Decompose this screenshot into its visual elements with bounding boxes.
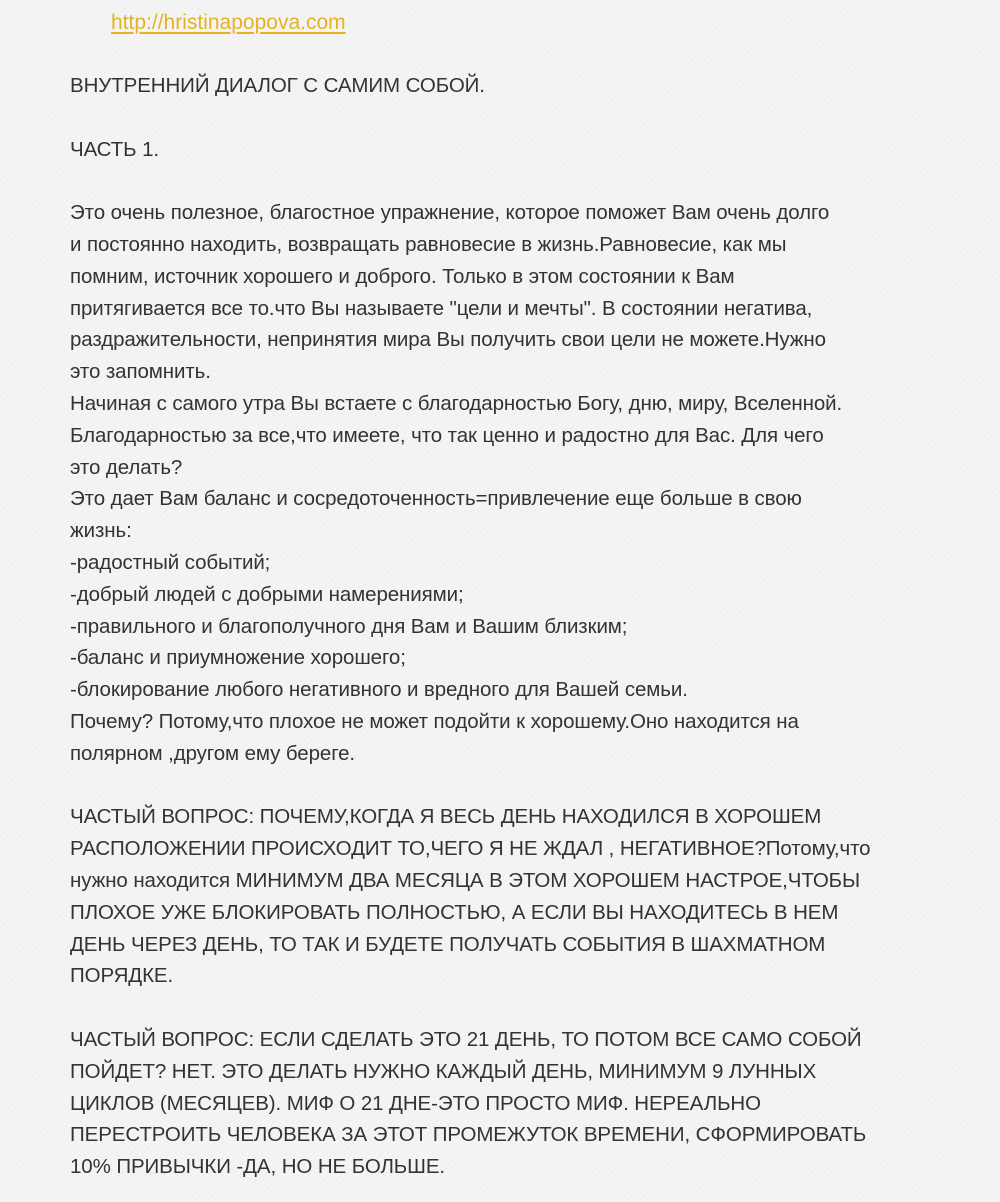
list-item: -добрый людей с добрыми намерениями; [70,582,464,606]
text-line: ПЛОХОЕ УЖЕ БЛОКИРОВАТЬ ПОЛНОСТЬЮ, А ЕСЛИ ВЫ НАХОДИТЕСЬ В НЕМ [70,900,839,924]
faq-block-1 [70,801,970,992]
text-line: помним, источник хорошего и доброго. Только в этом состоянии к Вам [70,264,735,288]
spacer [70,770,970,802]
list-item: -правильного и благополучного дня Вам и Вашим близким; [70,614,628,638]
part-heading: ЧАСТЬ 1. [70,137,159,161]
document-body [70,70,970,1183]
faq-block-2 [70,1024,970,1183]
text-line: ПЕРЕСТРОИТЬ ЧЕЛОВЕКА ЗА ЭТОТ ПРОМЕЖУТОК ВРЕМЕНИ, СФОРМИРОВАТЬ [70,1123,867,1147]
text-line: ДЕНЬ ЧЕРЕЗ ДЕНЬ, ТО ТАК И БУДЕТЕ ПОЛУЧАТЬ СОБЫТИЯ В ШАХМАТНОМ [70,932,826,956]
text-line: ЧАСТЫЙ ВОПРОС: ЕСЛИ СДЕЛАТЬ ЭТО 21 ДЕНЬ, ТО ПОТОМ ВСЕ САМО СОБОЙ [70,1027,862,1051]
spacer [70,165,970,197]
text-line: ЧАСТЫЙ ВОПРОС: ПОЧЕМУ,КОГДА Я ВЕСЬ ДЕНЬ НАХОДИЛСЯ В ХОРОШЕМ [70,805,822,829]
text-line: притягивается все то.что Вы называете "цели и мечты". В состоянии негатива, [70,296,813,320]
spacer [70,102,970,134]
text-line: ЦИКЛОВ (МЕСЯЦЕВ). МИФ О 21 ДНЕ-ЭТО ПРОСТО МИФ. НЕРЕАЛЬНО [70,1091,761,1115]
text-line: ПОРЯДКЕ. [70,964,174,988]
text-line: это запомнить. [70,360,211,384]
document-title: ВНУТРЕННИЙ ДИАЛОГ С САМИМ СОБОЙ. [70,74,485,97]
text-line: Благодарностью за все,что имеете, что так ценно и радостно для Вас. Для чего [70,423,824,447]
text-line: Начиная с самого утра Вы встаете с благодарностью Богу, дню, миру, Вселенной. [70,391,843,415]
list-item: -блокирование любого негативного и вредного для Вашей семьи. [70,678,688,702]
list-item: -баланс и приумножение хорошего; [70,646,406,670]
list-item: -радостный событий; [70,550,271,574]
text-line: Почему? Потому,что плохое не может подойти к хорошему.Оно находится на [70,709,799,733]
text-line: жизнь: [70,519,132,543]
text-line: Это очень полезное, благостное упражнение, которое поможет Вам очень долго [70,201,830,225]
text-line: Это дает Вам баланс и сосредоточенность=привлечение еще больше в свою [70,487,802,511]
text-line: РАСПОЛОЖЕНИИ ПРОИСХОДИТ ТО,ЧЕГО Я НЕ ЖДАЛ , НЕГАТИВНОЕ?Потому,что [70,837,871,861]
text-line: раздражительности, непринятия мира Вы получить свои цели не можете.Нужно [70,328,826,352]
text-line: и постоянно находить, возвращать равновесие в жизнь.Равновесие, как мы [70,232,787,256]
text-line: 10% ПРИВЫЧКИ -ДА, НО НЕ БОЛЬШЕ. [70,1155,446,1179]
spacer [70,992,970,1024]
paragraph-intro [70,197,970,769]
text-line: ПОЙДЕТ? НЕТ. ЭТО ДЕЛАТЬ НУЖНО КАЖДЫЙ ДЕНЬ, МИНИМУМ 9 ЛУННЫХ [70,1059,817,1083]
text-line: полярном ,другом ему береге. [70,741,356,765]
website-link[interactable]: http://hristinapopova.com [111,11,346,34]
text-line: нужно находится МИНИМУМ ДВА МЕСЯЦА В ЭТОМ ХОРОШЕМ НАСТРОЕ,ЧТОБЫ [70,868,861,892]
text-line: это делать? [70,455,183,479]
